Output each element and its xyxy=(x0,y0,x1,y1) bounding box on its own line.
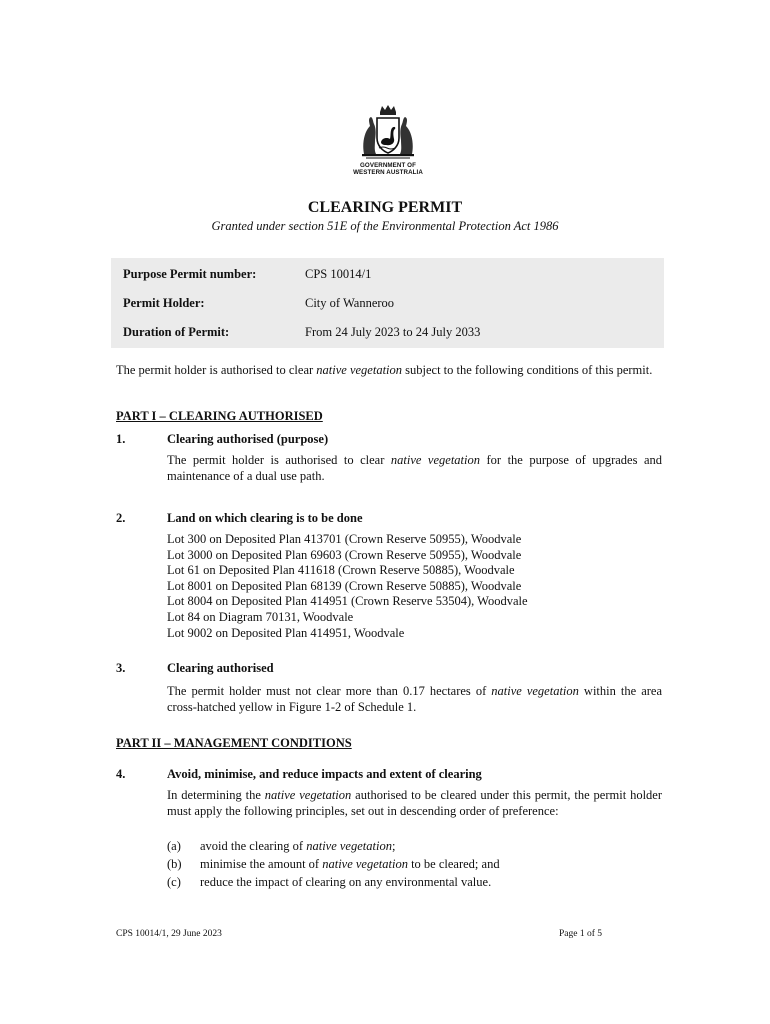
list-item-c: reduce the impact of clearing on any environmental value. xyxy=(200,875,492,889)
coat-of-arms xyxy=(348,104,428,180)
part-1-heading: PART I – CLEARING AUTHORISED xyxy=(116,409,323,423)
defined-term: native vegetation xyxy=(390,453,480,467)
permit-duration-label: Duration of Permit: xyxy=(123,325,230,339)
list-item-label-c: (c) xyxy=(167,875,181,889)
section-4-number: 4. xyxy=(116,767,126,781)
defined-term: native vegetation xyxy=(264,788,352,802)
section-1-number: 1. xyxy=(116,432,126,446)
document-subtitle: Granted under section 51E of the Environmental Protection Act 1986 xyxy=(211,219,559,233)
lot-item: Lot 8001 on Deposited Plan 68139 (Crown Reserve 50885), Woodvale xyxy=(167,578,522,593)
section-4-title: Avoid, minimise, and reduce impacts and extent of clearing xyxy=(167,767,482,781)
part-2-heading: PART II – MANAGEMENT CONDITIONS xyxy=(116,736,352,750)
section-1-text: The permit holder is authorised to clear native vegetation for the purpose of upgrades and maintenance of a dual use path. xyxy=(167,453,662,483)
section-2-number: 2. xyxy=(116,511,126,525)
section-4-text: In determining the native vegetation authorised to be cleared under this permit, the permit holder must apply the following principles, set out in descending order of preference: xyxy=(167,788,662,818)
permit-details-table xyxy=(111,258,664,348)
defined-term: native vegetation xyxy=(316,363,403,377)
permit-number-value: CPS 10014/1 xyxy=(305,267,372,281)
document-title: CLEARING PERMIT xyxy=(307,199,463,216)
lot-item: Lot 8004 on Deposited Plan 414951 (Crown Reserve 53504), Woodvale xyxy=(167,594,528,609)
defined-term: native vegetation xyxy=(322,857,408,871)
section-3-text: The permit holder must not clear more than 0.17 hectares of native vegetation within the area cross-hatched yellow in Figure 1-2 of Schedule 1. xyxy=(167,684,663,714)
defined-term: native vegetation xyxy=(491,684,579,698)
permit-holder-value: City of Wanneroo xyxy=(305,296,395,310)
crest-caption-line1: GOVERNMENT OF xyxy=(360,162,416,169)
footer-reference: CPS 10014/1, 29 June 2023 xyxy=(116,929,222,939)
crest-caption-line2: WESTERN AUSTRALIA xyxy=(353,169,423,176)
permit-duration-value: From 24 July 2023 to 24 July 2033 xyxy=(305,325,481,339)
list-item-label-b: (b) xyxy=(167,857,182,871)
lot-item: Lot 3000 on Deposited Plan 69603 (Crown Reserve 50955), Woodvale xyxy=(167,547,522,562)
intro-paragraph: The permit holder is authorised to clear native vegetation subject to the following conditions of this permit. xyxy=(116,363,653,377)
lot-item: Lot 9002 on Deposited Plan 414951, Woodvale xyxy=(167,625,405,640)
defined-term: native vegetation xyxy=(306,839,392,853)
permit-number-label: Purpose Permit number: xyxy=(123,267,257,281)
coat-of-arms-icon xyxy=(356,104,420,162)
section-1-title: Clearing authorised (purpose) xyxy=(167,432,329,446)
list-item-label-a: (a) xyxy=(167,839,181,853)
section-3-title: Clearing authorised xyxy=(167,661,274,675)
section-2-title: Land on which clearing is to be done xyxy=(167,511,363,525)
list-item-b: minimise the amount of native vegetation to be cleared; and xyxy=(200,857,500,871)
section-3-number: 3. xyxy=(116,661,126,675)
lot-item: Lot 61 on Deposited Plan 411618 (Crown Reserve 50885), Woodvale xyxy=(167,563,515,578)
lot-item: Lot 300 on Deposited Plan 413701 (Crown Reserve 50955), Woodvale xyxy=(167,532,522,546)
list-item-a: avoid the clearing of native vegetation; xyxy=(200,839,396,853)
lot-item: Lot 84 on Diagram 70131, Woodvale xyxy=(167,610,354,624)
footer-page-number: Page 1 of 5 xyxy=(559,929,603,939)
permit-holder-label: Permit Holder: xyxy=(123,296,205,310)
